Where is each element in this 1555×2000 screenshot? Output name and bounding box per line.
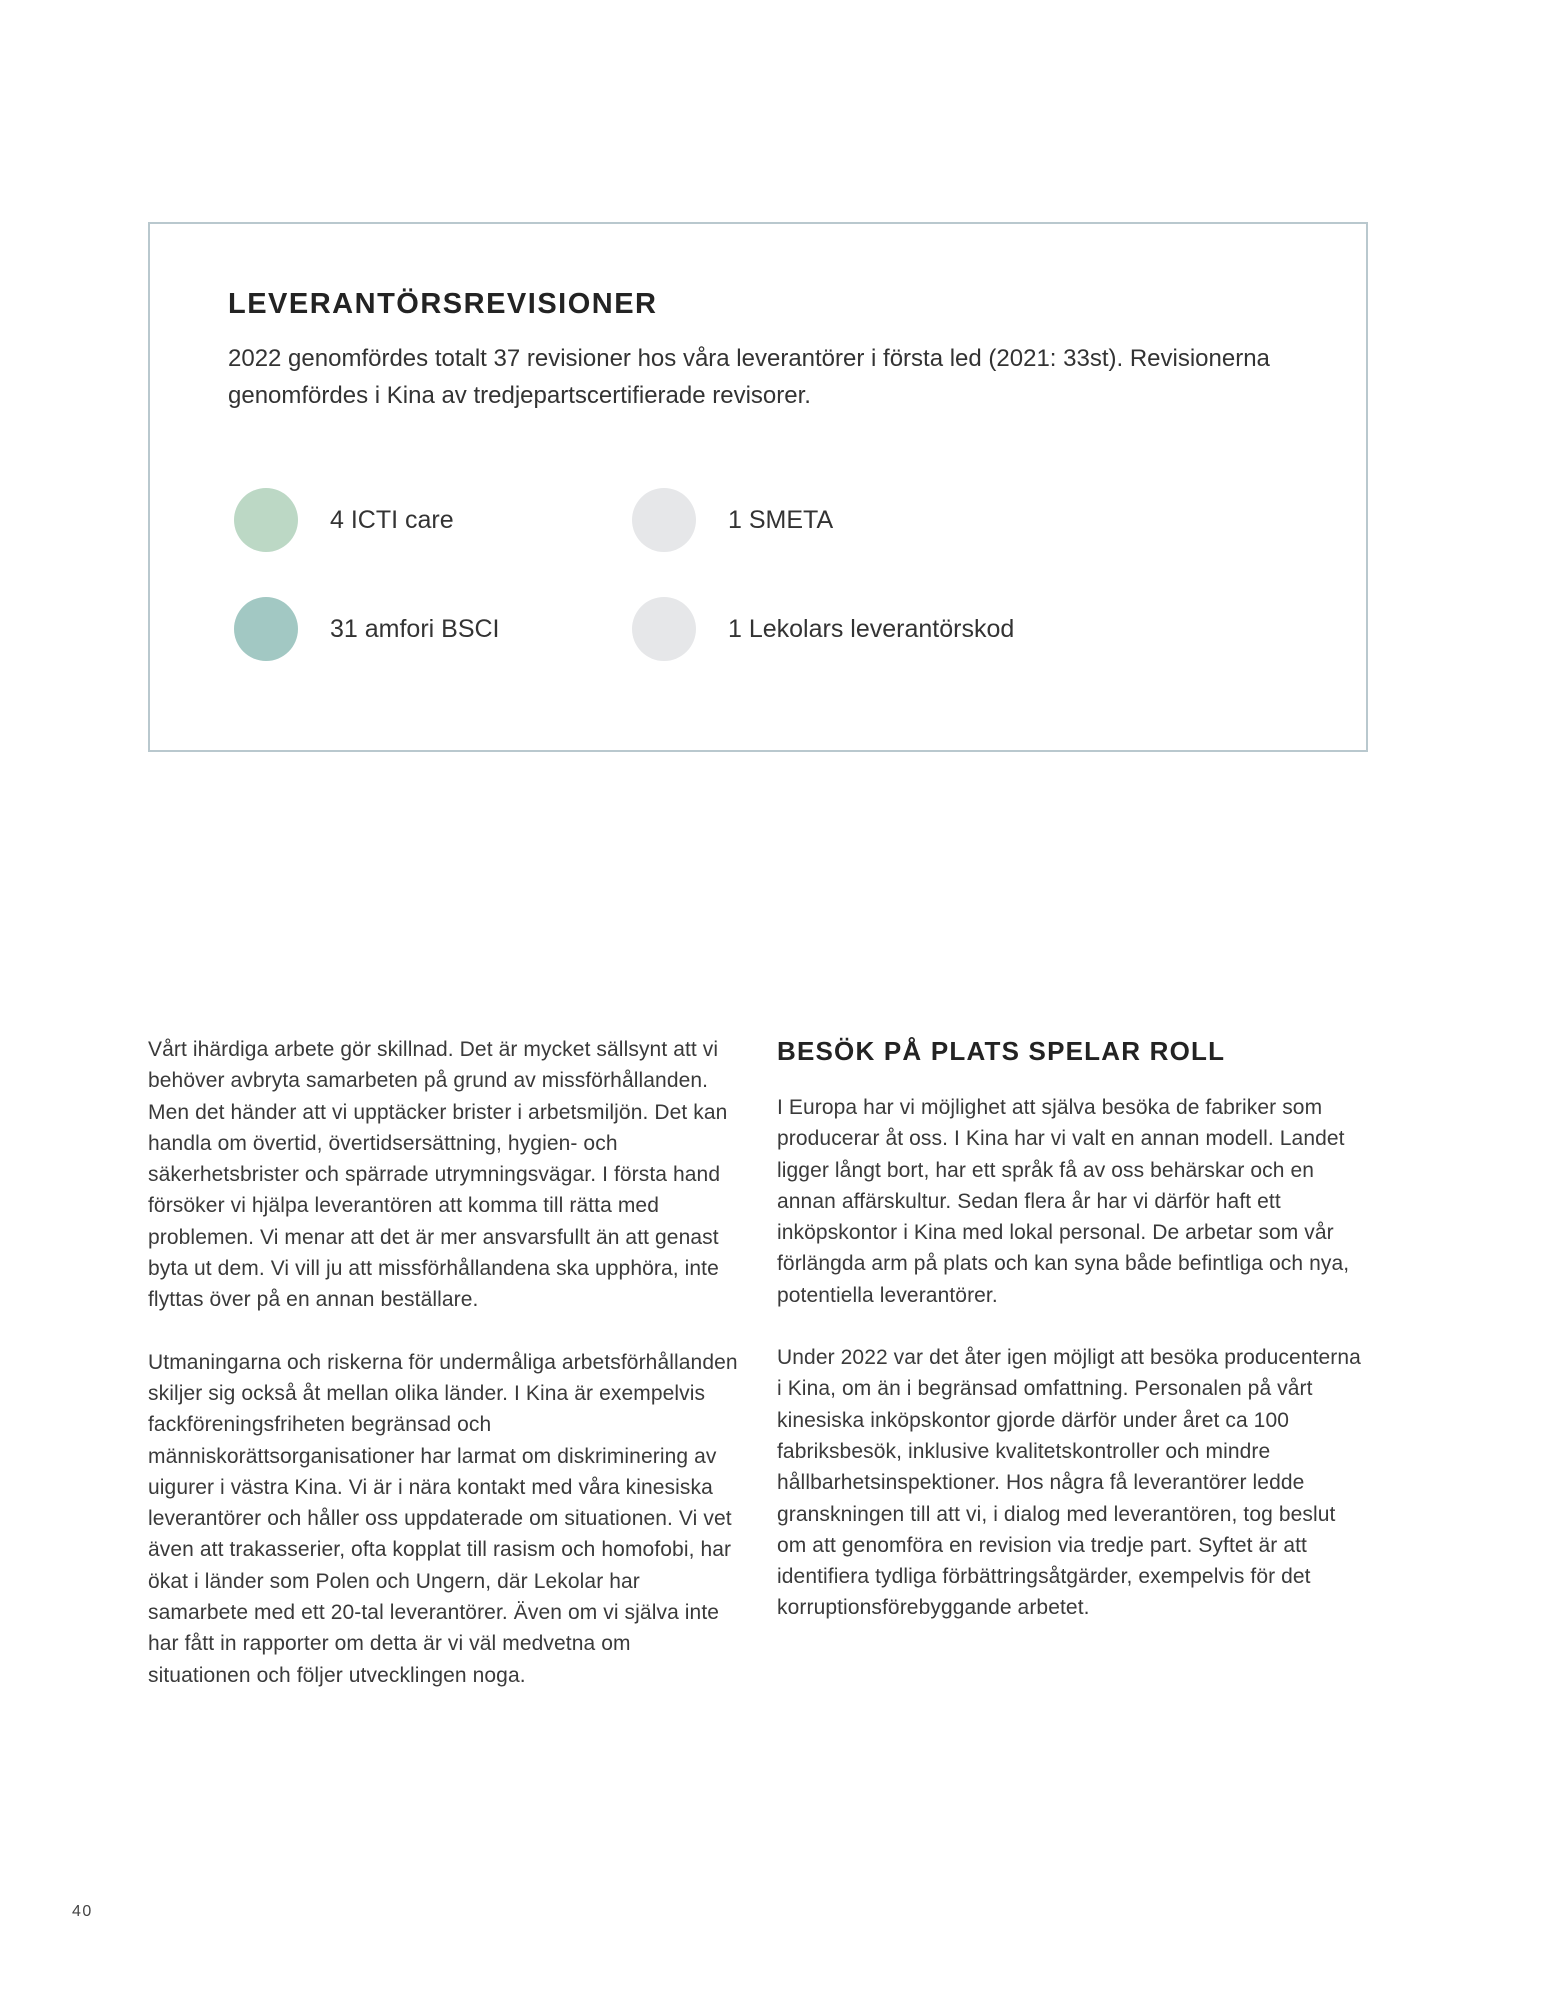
dot-icon: [234, 488, 298, 552]
stat-label: 4 ICTI care: [330, 505, 454, 534]
audit-title: LEVERANTÖRSREVISIONER: [228, 288, 658, 320]
stat-label: 1 Lekolars leverantörskod: [728, 614, 1015, 643]
stat-icti-care: [234, 488, 454, 552]
dot-icon: [632, 488, 696, 552]
stat-label: 1 SMETA: [728, 505, 834, 534]
paragraph: Under 2022 var det åter igen möjligt att besöka producenterna i Kina, om än i begränsad omfattning. Personalen på vårt kinesiska inköpskontor gjorde därför under året ca 100 fabriksbesök, inklusive kvalitetskontroller och mindre hållbarhetsinspektioner. Hos några få leverantörer ledde granskningen till att vi, i dialog med leverantören, tog beslut om att genomföra en revision via tredje part. Syftet är att identifiera tydliga förbättringsåtgärder, exempelvis för det korruptionsförebyggande arbetet.: [777, 1346, 1361, 1620]
stat-lekolar-code: [632, 597, 1014, 661]
dot-icon: [632, 597, 696, 661]
stat-label: 31 amfori BSCI: [330, 614, 500, 643]
dot-icon: [234, 597, 298, 661]
paragraph: Vårt ihärdiga arbete gör skillnad. Det är mycket sällsynt att vi behöver avbryta samarbeten på grund av missförhållanden. Men det händer att vi upptäcker brister i arbetsmiljön. Det kan handla om övertid, övertidsersättning, hygien- och säkerhetsbrister och spärrade utrymningsvägar. I första hand försöker vi hjälpa leverantören att komma till rätta med problemen. Vi menar att det är mer ansvarsfullt än att genast byta ut dem. Vi vill ju att missförhållandena ska upphöra, inte flyttas över på en annan beställare.: [148, 1038, 728, 1312]
left-column: [148, 1034, 738, 1722]
stat-amfori-bsci: [234, 597, 500, 661]
paragraph: Utmaningarna och riskerna för undermåliga arbetsförhållanden skiljer sig också åt mellan olika länder. I Kina är exempelvis fackföreningsfriheten begränsad och människorättsorganisationer har larmat om diskriminering av uigurer i västra Kina. Vi är i nära kontakt med våra kinesiska leverantörer och håller oss uppdaterade om situationen. Vi vet även att trakasserier, ofta kopplat till rasism och homofobi, har ökat i länder som Polen och Ungern, där Lekolar har samarbete med ett 20-tal leverantörer. Även om vi själva inte har fått in rapporter om detta är vi väl medvetna om situationen och följer utvecklingen noga.: [148, 1350, 738, 1687]
stat-smeta: [632, 488, 833, 552]
audit-summary-box: [148, 222, 1368, 752]
paragraph: I Europa har vi möjlighet att själva besöka de fabriker som producerar åt oss. I Kina har vi valt en annan modell. Landet ligger långt bort, har ett språk få av oss behärskar och en annan affärskultur. Sedan flera år har vi därför haft ett inköpskontor i Kina med lokal personal. De arbetar som vår förlängda arm på plats och kan syna både befintliga och nya, potentiella leverantörer.: [777, 1096, 1350, 1307]
section-heading: BESÖK PÅ PLATS SPELAR ROLL: [777, 1036, 1226, 1066]
page-number: 40: [72, 1903, 93, 1920]
audit-intro: 2022 genomfördes totalt 37 revisioner hos våra leverantörer i första led (2021: 33st). Revisionerna genomfördes i Kina av tredjepartscertifierade revisorer.: [228, 345, 1270, 409]
right-column: [777, 1034, 1367, 1655]
